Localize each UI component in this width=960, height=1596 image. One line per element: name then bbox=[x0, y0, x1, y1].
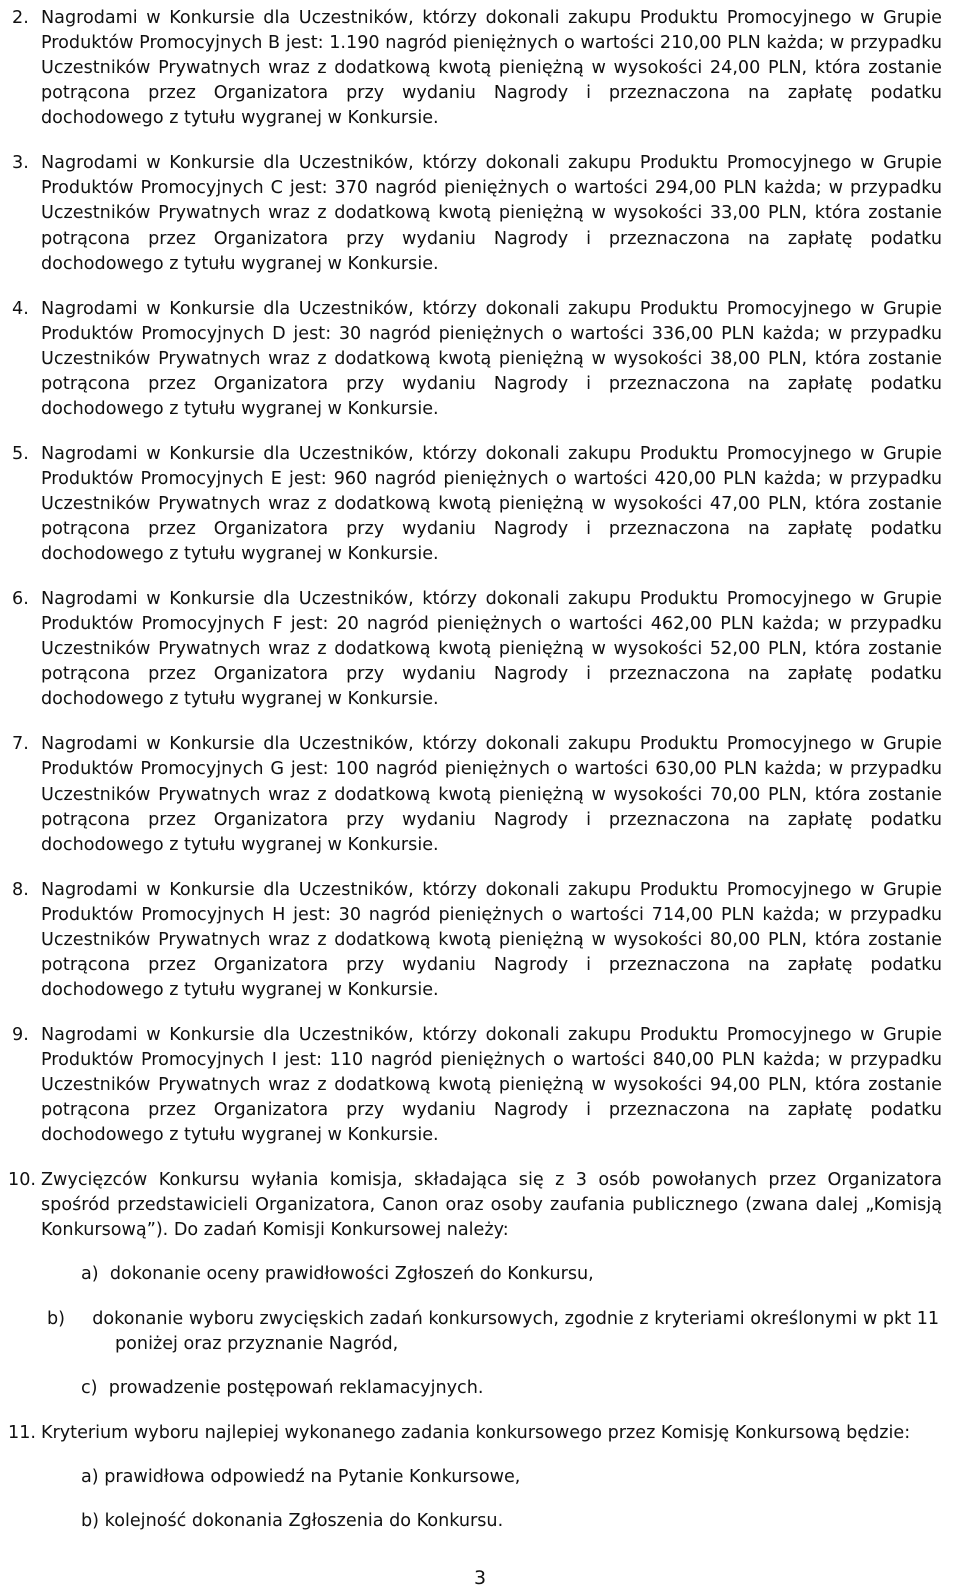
list-item-text: Nagrodami w Konkursie dla Uczestników, którzy dokonali zakupu Produktu Promocyjnego w Grupie Produktów Promocyjnych E jest: 960 nagród pieniężnych o wartości 420,00 PLN każda; w przypadku Uczestników Prywatnych wraz z dodatkową kwotą pieniężną w wysokości 47,00 PLN, która zostanie potrącona przez Organizatora przy wydaniu Nagrody i przeznaczona na zapłatę podatku dochodowego z tytułu wygranej w Konkursie. bbox=[41, 443, 942, 565]
numbered-list bbox=[8, 6, 942, 1554]
list-item-number: 7. bbox=[12, 734, 29, 755]
list-item-number: 5. bbox=[12, 443, 29, 464]
sub-item-letter: b) bbox=[81, 1510, 100, 1531]
list-item-7 bbox=[12, 732, 942, 857]
list-item-5 bbox=[12, 442, 942, 567]
list-item-text: Nagrodami w Konkursie dla Uczestników, którzy dokonali zakupu Produktu Promocyjnego w Grupie Produktów Promocyjnych G jest: 100 nagród pieniężnych o wartości 630,00 PLN każda; w przypadku Uczestników Prywatnych wraz z dodatkową kwotą pieniężną w wysokości 70,00 PLN, która zostanie potrącona przez Organizatora przy wydaniu Nagrody i przeznaczona na zapłatę podatku dochodowego z tytułu wygranej w Konkursie. bbox=[41, 734, 942, 855]
sub-item-text: kolejność dokonania Zgłoszenia do Konkursu. bbox=[104, 1510, 504, 1531]
list-item-number: 6. bbox=[12, 589, 29, 610]
sub-item-text: dokonanie wyboru zwycięskich zadań konkursowych, zgodnie z kryteriami określonymi w pkt 11 poniżej oraz przyznanie Nagród, bbox=[92, 1308, 940, 1354]
sub-item-text: dokonanie oceny prawidłowości Zgłoszeń do Konkursu, bbox=[109, 1264, 594, 1285]
list-item-text: Nagrodami w Konkursie dla Uczestników, którzy dokonali zakupu Produktu Promocyjnego w Grupie Produktów Promocyjnych I jest: 110 nagród pieniężnych o wartości 840,00 PLN każda; w przypadku Uczestników Prywatnych wraz z dodatkową kwotą pieniężną w wysokości 94,00 PLN, która zostanie potrącona przez Organizatora przy wydaniu Nagrody i przeznaczona na zapłatę podatku dochodowego z tytułu wygranej w Konkursie. bbox=[41, 1024, 942, 1146]
list-item-number: 4. bbox=[12, 298, 29, 319]
list-item-4 bbox=[12, 297, 942, 422]
sub-item-b bbox=[81, 1509, 942, 1534]
sub-item-a bbox=[81, 1465, 942, 1490]
list-item-number: 8. bbox=[12, 879, 29, 900]
sub-item-b: b) dokonanie wyboru zwycięskich zadań konkursowych, zgodnie z kryteriami określonymi w pkt 11 poniżej oraz przyznanie Nagród, bbox=[47, 1308, 940, 1354]
list-item-8 bbox=[12, 878, 942, 1003]
sub-item-c bbox=[81, 1376, 942, 1401]
list-item-number: 11. bbox=[8, 1422, 36, 1443]
list-item-text: Nagrodami w Konkursie dla Uczestników, którzy dokonali zakupu Produktu Promocyjnego w Grupie Produktów Promocyjnych C jest: 370 nagród pieniężnych o wartości 294,00 PLN każda; w przypadku Uczestników Prywatnych wraz z dodatkową kwotą pieniężną w wysokości 33,00 PLN, która zostanie potrącona przez Organizatora przy wydaniu Nagrody i przeznaczona na zapłatę podatku dochodowego z tytułu wygranej w Konkursie. bbox=[41, 153, 942, 274]
list-item-number: 10. bbox=[8, 1170, 36, 1191]
list-item-10 bbox=[8, 1168, 942, 1401]
list-item-9 bbox=[12, 1023, 942, 1148]
sub-item-a bbox=[81, 1262, 942, 1287]
list-item-number: 9. bbox=[12, 1024, 29, 1045]
list-item-text: Nagrodami w Konkursie dla Uczestników, którzy dokonali zakupu Produktu Promocyjnego w Grupie Produktów Promocyjnych F jest: 20 nagród pieniężnych o wartości 462,00 PLN każda; w przypadku Uczestników Prywatnych wraz z dodatkową kwotą pieniężną w wysokości 52,00 PLN, która zostanie potrącona przez Organizatora przy wydaniu Nagrody i przeznaczona na zapłatę podatku dochodowego z tytułu wygranej w Konkursie. bbox=[41, 589, 942, 710]
sub-item-text: prawidłowa odpowiedź na Pytanie Konkursowe, bbox=[104, 1466, 521, 1487]
list-item-11 bbox=[8, 1421, 942, 1534]
list-item-2 bbox=[12, 6, 942, 131]
sub-list bbox=[41, 1465, 942, 1534]
sub-item-letter: c) bbox=[81, 1377, 98, 1398]
list-item-text: Nagrodami w Konkursie dla Uczestników, którzy dokonali zakupu Produktu Promocyjnego w Grupie Produktów Promocyjnych H jest: 30 nagród pieniężnych o wartości 714,00 PLN każda; w przypadku Uczestników Prywatnych wraz z dodatkową kwotą pieniężną w wysokości 80,00 PLN, która zostanie potrącona przez Organizatora przy wydaniu Nagrody i przeznaczona na zapłatę podatku dochodowego z tytułu wygranej w Konkursie. bbox=[41, 879, 942, 1000]
list-item-6 bbox=[12, 587, 942, 712]
list-item-text: Kryterium wyboru najlepiej wykonanego zadania konkursowego przez Komisję Konkursową będzie: bbox=[41, 1422, 911, 1443]
sub-item-letter: a) bbox=[81, 1466, 99, 1487]
page-number: 3 bbox=[473, 1567, 487, 1589]
list-item-text: Nagrodami w Konkursie dla Uczestników, którzy dokonali zakupu Produktu Promocyjnego w Grupie Produktów Promocyjnych B jest: 1.190 nagród pieniężnych o wartości 210,00 PLN każda; w przypadku Uczestników Prywatnych wraz z dodatkową kwotą pieniężną w wysokości 24,00 PLN, która zostanie potrącona przez Organizatora przy wydaniu Nagrody i przeznaczona na zapłatę podatku dochodowego z tytułu wygranej w Konkursie. bbox=[41, 8, 942, 129]
list-item-3 bbox=[12, 151, 942, 276]
list-item-text: Nagrodami w Konkursie dla Uczestników, którzy dokonali zakupu Produktu Promocyjnego w Grupie Produktów Promocyjnych D jest: 30 nagród pieniężnych o wartości 336,00 PLN każda; w przypadku Uczestników Prywatnych wraz z dodatkową kwotą pieniężną w wysokości 38,00 PLN, która zostanie potrącona przez Organizatora przy wydaniu Nagrody i przeznaczona na zapłatę podatku dochodowego z tytułu wygranej w Konkursie. bbox=[41, 298, 942, 419]
list-item-text: Zwycięzców Konkursu wyłania komisja, składająca się z 3 osób powołanych przez Organizatora spośród przedstawicieli Organizatora, Canon oraz osoby zaufania publicznego (zwana dalej „Komisją Konkursową”). Do zadań Komisji Konkursowej należy: bbox=[41, 1170, 942, 1241]
list-item-number: 3. bbox=[12, 153, 29, 174]
list-item-number: 2. bbox=[12, 8, 29, 28]
sub-item-letter: a) bbox=[81, 1264, 99, 1285]
sub-item-text: prowadzenie postępowań reklamacyjnych. bbox=[108, 1377, 484, 1398]
sub-list bbox=[41, 1262, 942, 1400]
